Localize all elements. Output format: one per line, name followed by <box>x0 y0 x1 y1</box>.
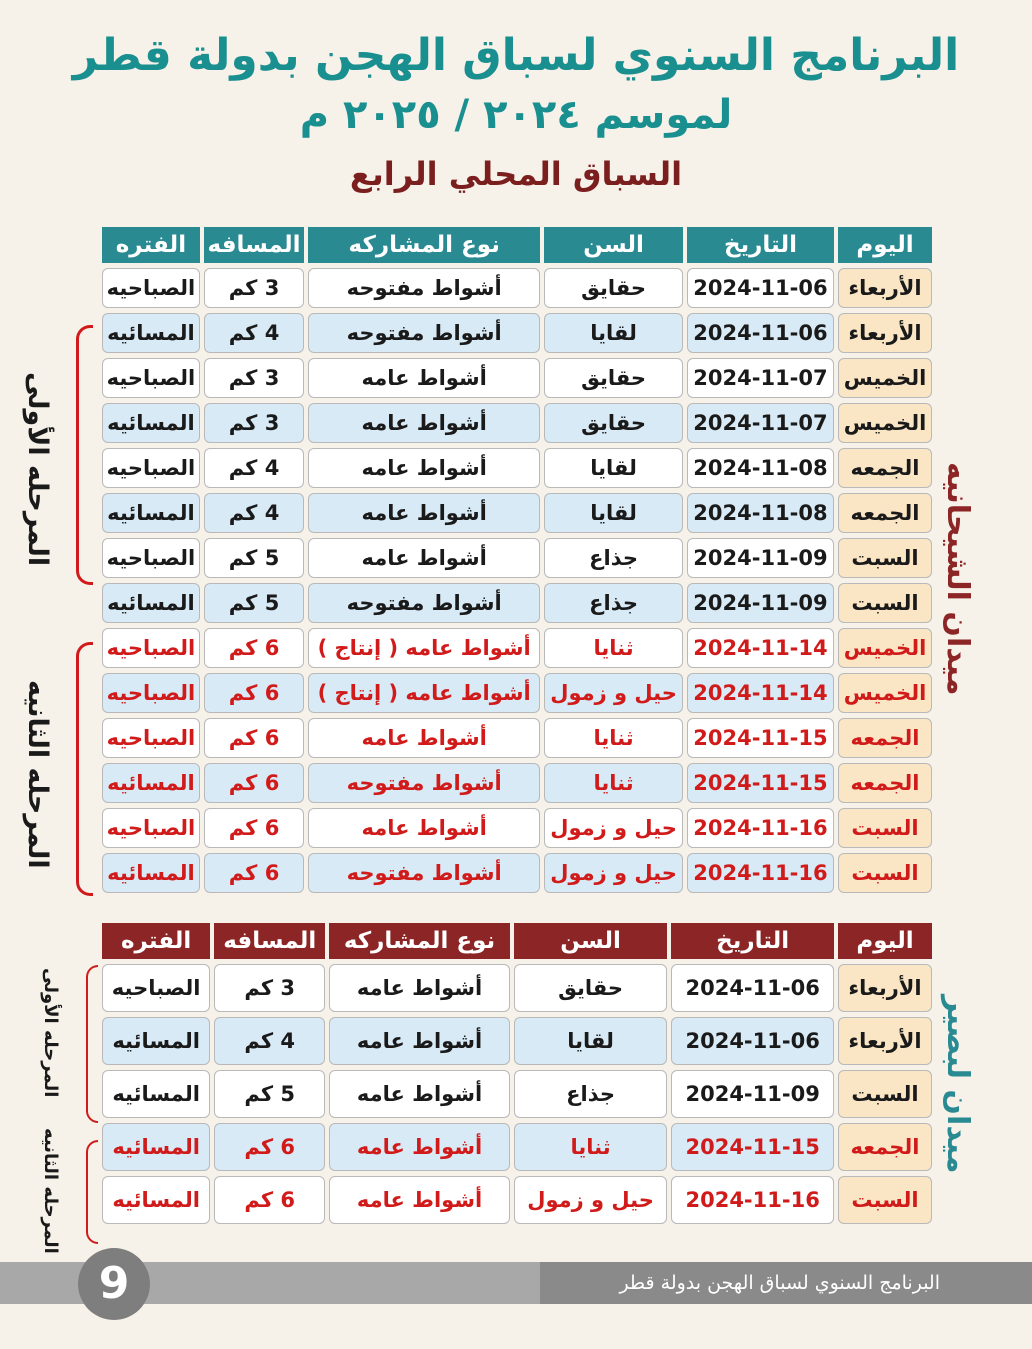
day-cell: الأربعاء <box>838 964 932 1012</box>
day-cell: السبت <box>838 808 932 848</box>
table-row <box>102 268 932 308</box>
age-cell: حقايق <box>514 964 667 1012</box>
distance-cell: 6 كم <box>204 808 304 848</box>
date-cell: 2024-11-06 <box>671 964 834 1012</box>
table-row <box>102 1123 932 1171</box>
stage1-label-2: المرحله الأولى <box>40 968 61 1098</box>
age-cell: ثنايا <box>544 718 683 758</box>
table-row <box>102 718 932 758</box>
stage1-label: المرحله الأولى <box>22 372 53 567</box>
day-cell: الخميس <box>838 628 932 668</box>
date-cell: 2024-11-09 <box>687 538 834 578</box>
table-row <box>102 673 932 713</box>
type-cell: أشواط مفتوحه <box>308 313 540 353</box>
header-period: الفتره <box>102 923 210 959</box>
period-cell: المسائيه <box>102 853 200 893</box>
table-row <box>102 808 932 848</box>
day-cell: السبت <box>838 853 932 893</box>
stage2-brace <box>76 642 93 896</box>
age-cell: حيل و زمول <box>544 853 683 893</box>
date-cell: 2024-11-15 <box>687 763 834 803</box>
date-cell: 2024-11-09 <box>671 1070 834 1118</box>
day-cell: الخميس <box>838 358 932 398</box>
type-cell: أشواط عامه <box>308 538 540 578</box>
header-type: نوع المشاركه <box>329 923 510 959</box>
type-cell: أشواط عامه ( إنتاج ) <box>308 673 540 713</box>
distance-cell: 5 كم <box>204 583 304 623</box>
day-cell: الجمعه <box>838 493 932 533</box>
distance-cell: 5 كم <box>204 538 304 578</box>
date-cell: 2024-11-15 <box>687 718 834 758</box>
schedule-table-shahaniya <box>98 222 936 898</box>
header-date: التاريخ <box>671 923 834 959</box>
type-cell: أشواط عامه <box>308 808 540 848</box>
date-cell: 2024-11-14 <box>687 628 834 668</box>
period-cell: المسائيه <box>102 1070 210 1118</box>
date-cell: 2024-11-14 <box>687 673 834 713</box>
type-cell: أشواط عامه <box>308 448 540 488</box>
day-cell: الأربعاء <box>838 268 932 308</box>
table-row <box>102 628 932 668</box>
table-row <box>102 1176 932 1224</box>
venue-lebsayyer: ميدان لبصير <box>940 995 975 1174</box>
table-row <box>102 1017 932 1065</box>
period-cell: المسائيه <box>102 1123 210 1171</box>
day-cell: السبت <box>838 1070 932 1118</box>
age-cell: لقايا <box>544 313 683 353</box>
period-cell: الصباحيه <box>102 448 200 488</box>
season-title: لموسم ٢٠٢٤ / ٢٠٢٥ م <box>299 92 733 138</box>
period-cell: المسائيه <box>102 763 200 803</box>
footer-text: البرنامج السنوي لسباق الهجن بدولة قطر <box>619 1272 940 1294</box>
period-cell: المسائيه <box>102 1176 210 1224</box>
type-cell: أشواط عامه <box>308 493 540 533</box>
header-age: السن <box>544 227 683 263</box>
distance-cell: 6 كم <box>204 718 304 758</box>
table-row <box>102 448 932 488</box>
header-day: اليوم <box>838 227 932 263</box>
header-age: السن <box>514 923 667 959</box>
type-cell: أشواط عامه <box>329 964 510 1012</box>
date-cell: 2024-11-08 <box>687 493 834 533</box>
date-cell: 2024-11-16 <box>671 1176 834 1224</box>
distance-cell: 4 كم <box>214 1017 325 1065</box>
date-cell: 2024-11-08 <box>687 448 834 488</box>
type-cell: أشواط مفتوحه <box>308 853 540 893</box>
stage2-label-2: المرحله الثانيه <box>40 1128 61 1254</box>
distance-cell: 6 كم <box>214 1176 325 1224</box>
header-day: اليوم <box>838 923 932 959</box>
table-row <box>102 853 932 893</box>
type-cell: أشواط مفتوحه <box>308 583 540 623</box>
period-cell: المسائيه <box>102 403 200 443</box>
age-cell: ثنايا <box>544 763 683 803</box>
age-cell: حيل و زمول <box>544 808 683 848</box>
age-cell: ثنايا <box>544 628 683 668</box>
date-cell: 2024-11-06 <box>687 313 834 353</box>
date-cell: 2024-11-06 <box>687 268 834 308</box>
period-cell: المسائيه <box>102 583 200 623</box>
table-row <box>102 1070 932 1118</box>
type-cell: أشواط عامه <box>329 1070 510 1118</box>
schedule-table-lebsayyer <box>98 918 936 1229</box>
distance-cell: 4 كم <box>204 493 304 533</box>
age-cell: جذاع <box>514 1070 667 1118</box>
distance-cell: 3 كم <box>204 358 304 398</box>
distance-cell: 6 كم <box>204 628 304 668</box>
age-cell: حقايق <box>544 403 683 443</box>
period-cell: الصباحيه <box>102 808 200 848</box>
distance-cell: 4 كم <box>204 313 304 353</box>
page-number: 9 <box>78 1248 150 1320</box>
date-cell: 2024-11-07 <box>687 358 834 398</box>
type-cell: أشواط عامه <box>308 358 540 398</box>
header-distance: المسافه <box>204 227 304 263</box>
type-cell: أشواط عامه ( إنتاج ) <box>308 628 540 668</box>
distance-cell: 3 كم <box>204 403 304 443</box>
age-cell: لقايا <box>544 448 683 488</box>
type-cell: أشواط عامه <box>308 718 540 758</box>
stage1-brace <box>76 325 93 585</box>
day-cell: الأربعاء <box>838 1017 932 1065</box>
period-cell: الصباحيه <box>102 268 200 308</box>
date-cell: 2024-11-09 <box>687 583 834 623</box>
distance-cell: 6 كم <box>204 853 304 893</box>
age-cell: حيل و زمول <box>514 1176 667 1224</box>
period-cell: الصباحيه <box>102 358 200 398</box>
type-cell: أشواط مفتوحه <box>308 763 540 803</box>
venue-shahaniya: ميدان الشيحانيه <box>940 462 975 696</box>
table-row <box>102 403 932 443</box>
period-cell: الصباحيه <box>102 538 200 578</box>
age-cell: لقايا <box>514 1017 667 1065</box>
age-cell: جذاع <box>544 583 683 623</box>
distance-cell: 3 كم <box>204 268 304 308</box>
stage2-brace-2 <box>86 1140 98 1244</box>
stage1-brace-2 <box>86 965 98 1123</box>
age-cell: ثنايا <box>514 1123 667 1171</box>
date-cell: 2024-11-07 <box>687 403 834 443</box>
day-cell: الجمعه <box>838 763 932 803</box>
distance-cell: 4 كم <box>204 448 304 488</box>
day-cell: السبت <box>838 1176 932 1224</box>
type-cell: أشواط عامه <box>329 1176 510 1224</box>
table-header-row <box>102 923 932 959</box>
distance-cell: 5 كم <box>214 1070 325 1118</box>
distance-cell: 3 كم <box>214 964 325 1012</box>
header-distance: المسافه <box>214 923 325 959</box>
day-cell: الخميس <box>838 403 932 443</box>
period-cell: الصباحيه <box>102 673 200 713</box>
distance-cell: 6 كم <box>204 673 304 713</box>
type-cell: أشواط عامه <box>329 1017 510 1065</box>
table-row <box>102 493 932 533</box>
header-date: التاريخ <box>687 227 834 263</box>
period-cell: الصباحيه <box>102 628 200 668</box>
period-cell: المسائيه <box>102 493 200 533</box>
date-cell: 2024-11-15 <box>671 1123 834 1171</box>
type-cell: أشواط عامه <box>329 1123 510 1171</box>
header-period: الفتره <box>102 227 200 263</box>
distance-cell: 6 كم <box>204 763 304 803</box>
day-cell: السبت <box>838 538 932 578</box>
stage2-label: المرحله الثانيه <box>22 680 53 869</box>
day-cell: الجمعه <box>838 448 932 488</box>
header-type: نوع المشاركه <box>308 227 540 263</box>
age-cell: حقايق <box>544 268 683 308</box>
date-cell: 2024-11-16 <box>687 808 834 848</box>
type-cell: أشواط عامه <box>308 403 540 443</box>
age-cell: حيل و زمول <box>544 673 683 713</box>
age-cell: جذاع <box>544 538 683 578</box>
period-cell: المسائيه <box>102 313 200 353</box>
table-row <box>102 313 932 353</box>
table-row <box>102 964 932 1012</box>
day-cell: الخميس <box>838 673 932 713</box>
period-cell: الصباحيه <box>102 964 210 1012</box>
date-cell: 2024-11-06 <box>671 1017 834 1065</box>
day-cell: الجمعه <box>838 1123 932 1171</box>
table-row <box>102 763 932 803</box>
main-title: البرنامج السنوي لسباق الهجن بدولة قطر <box>72 30 960 81</box>
race-title: السباق المحلي الرابع <box>349 155 683 193</box>
day-cell: السبت <box>838 583 932 623</box>
period-cell: المسائيه <box>102 1017 210 1065</box>
day-cell: الأربعاء <box>838 313 932 353</box>
table-row <box>102 583 932 623</box>
day-cell: الجمعه <box>838 718 932 758</box>
age-cell: حقايق <box>544 358 683 398</box>
table-row <box>102 538 932 578</box>
table-row <box>102 358 932 398</box>
age-cell: لقايا <box>544 493 683 533</box>
period-cell: الصباحيه <box>102 718 200 758</box>
table-header-row <box>102 227 932 263</box>
type-cell: أشواط مفتوحه <box>308 268 540 308</box>
date-cell: 2024-11-16 <box>687 853 834 893</box>
distance-cell: 6 كم <box>214 1123 325 1171</box>
